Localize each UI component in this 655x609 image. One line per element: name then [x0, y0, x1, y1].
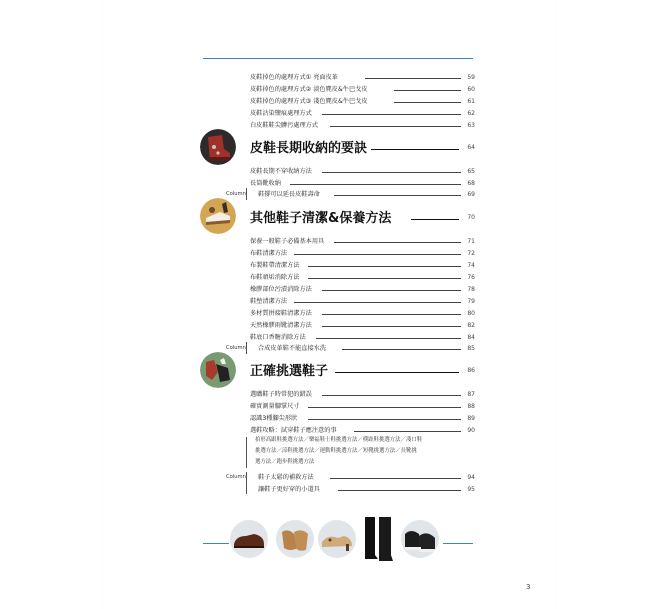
toc-entry [250, 248, 475, 259]
leader-line [308, 407, 461, 408]
heading-rule [371, 149, 459, 150]
toc-entry [250, 72, 475, 83]
toc-entry-title: 選購鞋子時常犯的錯誤 [250, 389, 315, 400]
toc-entry-title: 布鞋頑垢消除方法 [250, 272, 303, 283]
toc-entry-title: 天然橡膠雨靴清潔方法 [250, 320, 315, 331]
toc-entry-page: 78 [467, 286, 475, 293]
black-rain-boot-icon [363, 515, 395, 563]
leader-line [338, 490, 461, 491]
section-page: 64 [467, 144, 475, 151]
toc-entry [226, 189, 475, 200]
toc-entry-page: 95 [467, 486, 475, 493]
leader-line [316, 338, 461, 339]
toc-entry [250, 260, 475, 271]
toc-entry-page: 63 [467, 122, 475, 129]
toc-entry-page: 74 [467, 262, 475, 269]
boot-storage-icon [200, 129, 236, 165]
toc-entry-title: 布製鞋帶清潔方法 [250, 260, 303, 271]
toc-entry-page: 69 [467, 191, 475, 198]
leader-line [365, 78, 461, 79]
toc-entry-title: 皮鞋掉色的處理方式② 淡色麂皮&牛巴戈皮 [250, 84, 371, 95]
toc-entry-page: 82 [467, 322, 475, 329]
toc-entry-page: 72 [467, 250, 475, 257]
toc-entry-title: 確實測量腳掌尺寸 [250, 401, 303, 412]
section-heading [250, 139, 475, 159]
brown-oxford-shoe-icon [230, 520, 268, 558]
black-sneaker-icon [401, 520, 439, 558]
toc-entry [226, 472, 475, 483]
toc-entry [250, 120, 475, 131]
leader-line [294, 302, 461, 303]
toc-entry-page: 76 [467, 274, 475, 281]
toc-entry-title: 皮鞋掉色的處理方式③ 淺色麂皮&牛巴戈皮 [250, 96, 371, 107]
leader-line [334, 242, 461, 243]
column-label: Column [226, 345, 246, 351]
toc-entry-page: 84 [467, 334, 475, 341]
section-page: 70 [467, 214, 475, 221]
toc-entry [250, 389, 475, 400]
toc-entry-page: 90 [467, 427, 475, 434]
toc-entry-title: 皮鞋掉色的處理方式① 亮面皮革 [250, 72, 341, 83]
toc-entry-page: 79 [467, 298, 475, 305]
leader-line [322, 290, 461, 291]
toc-entry-page: 85 [467, 345, 475, 352]
leader-line [330, 126, 461, 127]
toc-entry [250, 413, 475, 424]
toc-entry [250, 308, 475, 319]
toc-entry [250, 332, 475, 343]
leader-line [308, 419, 461, 420]
toc-entry-title: 讓鞋子更好穿的小道具 [258, 484, 323, 495]
column-bar [246, 342, 247, 354]
toc-entry-title: 多材質拼接鞋清潔方法 [250, 308, 315, 319]
leader-line [330, 478, 461, 479]
toc-entry-page: 87 [467, 391, 475, 398]
section-title: 皮鞋長期收納的要訣 [250, 141, 368, 156]
methods-line: 挑選方法／涼鞋挑選方法／運動鞋挑選方法／短靴挑選方法／長靴挑 [255, 448, 417, 454]
leader-line [308, 266, 461, 267]
toc-entry [250, 178, 475, 189]
methods-line: 選方法／跑步鞋挑選方法 [255, 459, 315, 465]
toc-entry-title: 合成皮革鞋不能直接水洗 [258, 343, 329, 354]
shoe-fitting-icon [200, 352, 236, 388]
section-heading [250, 209, 475, 229]
toc-entry-page: 71 [467, 238, 475, 245]
heading-rule [411, 219, 459, 220]
toc-entry-title: 皮鞋沾染鹽痕處理方式 [250, 108, 315, 119]
section-title: 正確挑選鞋子 [250, 364, 329, 379]
toc-entry [250, 320, 475, 331]
leader-line [290, 184, 461, 185]
bottom-rule-right [443, 543, 473, 544]
leader-line [322, 172, 461, 173]
column-label: Column [226, 191, 246, 197]
leader-line [308, 278, 461, 279]
toc-entry-title: 橡膠部位污漬消除方法 [250, 284, 315, 295]
heading-rule [335, 372, 459, 373]
top-rule [203, 58, 473, 59]
toc-entry-title: 長筒靴收納 [250, 178, 284, 189]
toc-entry [250, 284, 475, 295]
toc-entry [258, 484, 475, 495]
toc-entry-title: 選鞋攻略：試穿鞋子應注意的事 [250, 425, 340, 436]
leader-line [394, 90, 461, 91]
toc-entry-title: 白皮鞋鞋尖髒污處理方式 [250, 120, 321, 131]
toc-entry-title: 保養一般鞋子必備基本用具 [250, 236, 327, 247]
section-title: 其他鞋子清潔&保養方法 [250, 211, 392, 226]
toc-entry-page: 60 [467, 86, 475, 93]
sneaker-cleaning-icon [200, 198, 236, 234]
toc-entry-page: 88 [467, 403, 475, 410]
toc-entry [250, 96, 475, 107]
leader-line [322, 326, 461, 327]
toc-entry [250, 108, 475, 119]
toc-entry [250, 401, 475, 412]
toc-entry-title: 鞋子太鬆的補救方法 [258, 472, 317, 483]
toc-entry [250, 296, 475, 307]
column-bar [246, 188, 247, 200]
methods-line: 拍形高跟鞋挑選方法／樂福鞋士鞋挑選方法／樸趾鞋挑選方法／淺口鞋 [255, 437, 423, 443]
toc-entry-page: 59 [467, 74, 475, 81]
toc-entry-page: 80 [467, 310, 475, 317]
toc-entry-title: 認識3種腳尖形狀 [250, 413, 300, 424]
toc-entry-title: 布鞋清潔方法 [250, 248, 290, 259]
leader-line [334, 195, 461, 196]
leader-line [342, 349, 461, 350]
toc-entry [250, 84, 475, 95]
leader-line [394, 102, 461, 103]
toc-entry-title: 鞋墊清潔方法 [250, 296, 290, 307]
toc-entry-title: 鞋撐可以延長皮鞋壽命 [258, 189, 323, 200]
toc-entry-page: 61 [467, 98, 475, 105]
leader-line [322, 314, 461, 315]
toc-entry-title: 鞋底口香糖消除方法 [250, 332, 309, 343]
column-bar [246, 472, 247, 494]
toc-entry-page: 68 [467, 180, 475, 187]
toc-entry-page: 65 [467, 168, 475, 175]
toc-entry [250, 166, 475, 177]
leader-line [354, 431, 461, 432]
beige-heel-shoe-icon [318, 520, 356, 558]
page-number: 3 [526, 583, 531, 591]
toc-entry-title: 皮鞋長期不穿收納方法 [250, 166, 315, 177]
toc-entry [250, 272, 475, 283]
toc-entry-page: 89 [467, 415, 475, 422]
toc-entry [250, 236, 475, 247]
toc-entry [226, 343, 475, 354]
leader-line [322, 395, 461, 396]
section-heading [250, 362, 475, 382]
leader-line [294, 254, 461, 255]
tan-loafer-shoe-icon [276, 520, 314, 558]
section-page: 86 [467, 367, 475, 374]
toc-entry-page: 62 [467, 110, 475, 117]
toc-entry-page: 94 [467, 474, 475, 481]
bottom-rule-left [203, 543, 229, 544]
leader-line [322, 114, 461, 115]
methods-bar [246, 437, 247, 468]
column-label: Column [226, 474, 246, 480]
